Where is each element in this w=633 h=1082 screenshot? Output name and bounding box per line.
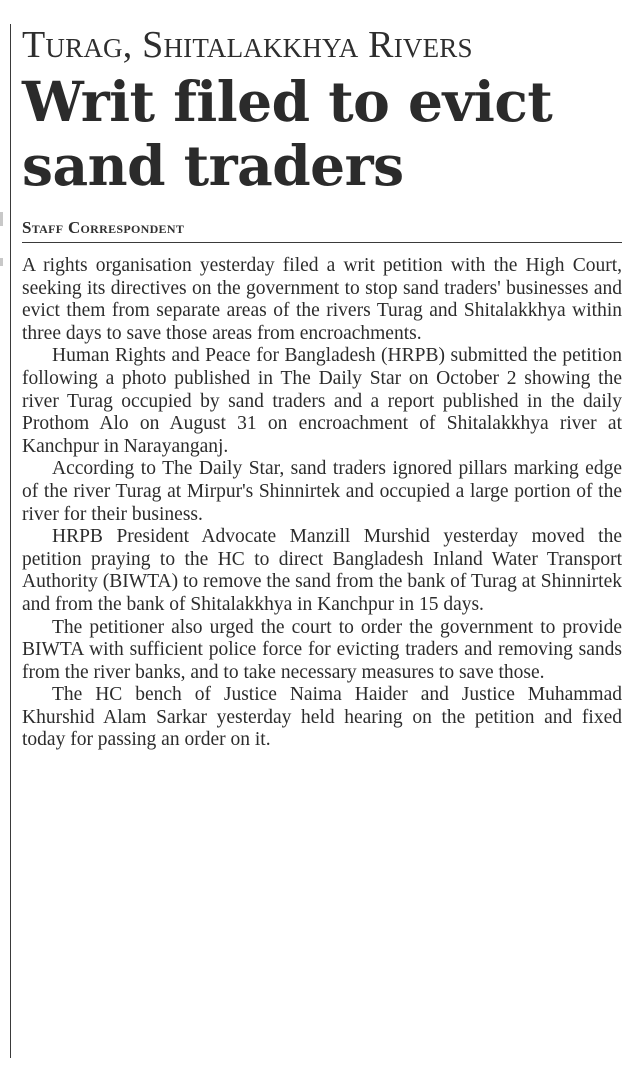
scan-edge-mark: [0, 258, 3, 266]
paragraph: A rights organisation yesterday filed a writ petition with the High Court, seeking its directives on the government to stop sand traders' businesses and evict them from separate areas of the rivers Turag and Shitalakkhya within three days to save those areas from encroachments.: [22, 255, 622, 344]
byline-block: [22, 218, 622, 243]
paragraph: The petitioner also urged the court to order the government to provide BIWTA with sufficient police force for evicting traders and removing sands from the river banks, and to take necessary measures to save those.: [22, 616, 622, 683]
headline-line: sand traders: [22, 133, 404, 198]
column-rule: [10, 24, 11, 1058]
article: [22, 22, 622, 752]
byline: Staff Correspondent: [22, 218, 185, 237]
article-body: [22, 255, 622, 752]
kicker: Turag, Shitalakkhya Rivers: [22, 24, 473, 66]
headline-line: Writ filed to evict: [22, 69, 553, 134]
paragraph: Human Rights and Peace for Bangladesh (HRPB) submitted the petition following a photo published in The Daily Star on October 2 showing the river Turag occupied by sand traders and a report published in the daily Prothom Alo on August 31 on encroachment of Shitalakkhya river at Kanchpur in Narayanganj.: [22, 345, 622, 457]
paragraph: The HC bench of Justice Naima Haider and Justice Muhammad Khurshid Alam Sarkar yesterday held hearing on the petition and fixed today for passing an order on it.: [22, 684, 622, 751]
headline: [22, 70, 622, 198]
paragraph: According to The Daily Star, sand traders ignored pillars marking edge of the river Turag at Mirpur's Shinnirtek and occupied a large portion of the river for their business.: [22, 458, 622, 525]
scan-edge-mark: [0, 212, 3, 226]
paragraph: HRPB President Advocate Manzill Murshid yesterday moved the petition praying to the HC to direct Bangladesh Inland Water Transport Authority (BIWTA) to remove the sand from the bank of Turag at Shinnirtek and from the bank of Shitalakkhya in Kanchpur in 15 days.: [22, 526, 622, 615]
